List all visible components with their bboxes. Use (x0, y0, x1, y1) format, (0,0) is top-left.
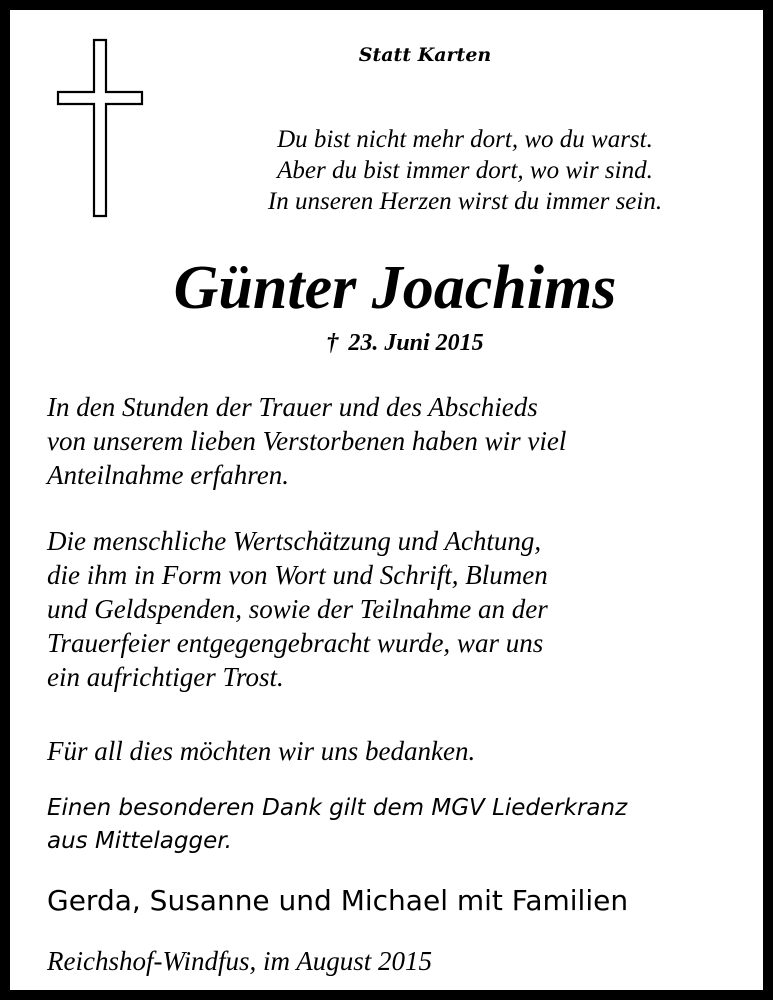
verse-line: Du bist nicht mehr dort, wo du warst. (277, 126, 653, 153)
body-line: die ihm in Form von Wort und Schrift, Blumen (47, 560, 548, 590)
body-line: ein aufrichtiger Trost. (47, 662, 284, 692)
body-line: Trauerfeier entgegengebracht wurde, war uns (47, 628, 544, 658)
body-line: von unserem lieben Verstorbenen haben wir viel (47, 426, 567, 456)
body-line: Die menschliche Wertschätzung und Achtung, (47, 526, 542, 556)
body-line: In den Stunden der Trauer und des Abschieds (47, 392, 538, 422)
family-signature: Gerda, Susanne und Michael mit Familien (47, 884, 629, 917)
deceased-name: Günter Joachims (173, 254, 617, 322)
thanks-line: aus Mittelagger. (47, 828, 232, 854)
body-line: Anteilnahme erfahren. (47, 460, 289, 490)
verse-line: Aber du bist immer dort, wo wir sind. (277, 157, 653, 184)
body-paragraph (47, 390, 747, 492)
body-paragraph (47, 524, 747, 694)
verse-line: In unseren Herzen wirst du immer sein. (267, 188, 663, 215)
header-title: Statt Karten (358, 44, 492, 66)
body-paragraph (47, 734, 747, 768)
death-date: 23. Juni 2015 (348, 330, 484, 356)
special-thanks (47, 792, 747, 858)
memorial-verse (180, 124, 750, 217)
dagger-icon: † (326, 330, 339, 356)
death-date-line (240, 330, 570, 357)
cross-icon (56, 38, 144, 218)
body-line: Für all dies möchten wir uns bedanken. (47, 736, 476, 766)
thanks-line: Einen besonderen Dank gilt dem MGV Liederkranz (47, 795, 628, 821)
place-date: Reichshof-Windfus, im August 2015 (47, 946, 432, 976)
body-line: und Geldspenden, sowie der Teilnahme an der (47, 594, 548, 624)
